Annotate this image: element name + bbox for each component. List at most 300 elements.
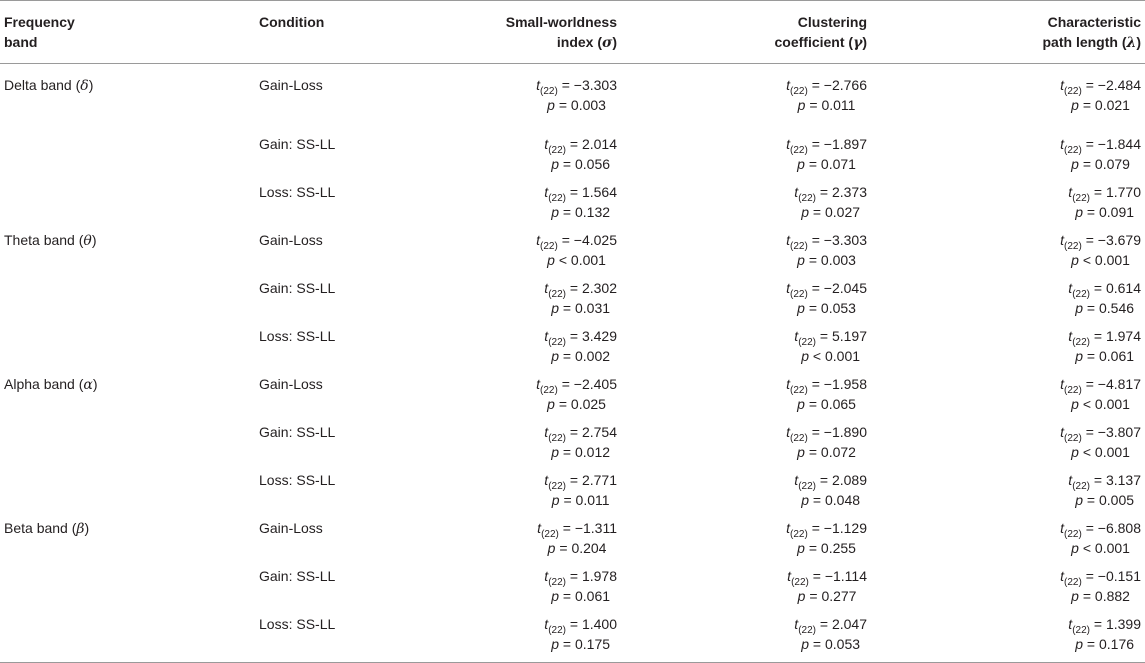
table-row bbox=[0, 470, 1145, 518]
t-label: t bbox=[1060, 520, 1065, 536]
p-statistic bbox=[1068, 202, 1141, 222]
t-statistic bbox=[544, 614, 617, 634]
t-label: t bbox=[786, 376, 791, 392]
degrees-of-freedom: (22) bbox=[798, 625, 816, 636]
t-value: 3.137 bbox=[1105, 472, 1141, 488]
cell-frequency-band bbox=[0, 230, 259, 278]
band-close-paren: ) bbox=[92, 376, 98, 392]
stat-block bbox=[787, 566, 867, 606]
t-equals: = bbox=[1089, 616, 1106, 632]
t-equals: = bbox=[565, 472, 582, 488]
t-equals: = bbox=[807, 424, 824, 440]
t-value: −1.129 bbox=[823, 520, 867, 536]
p-label: p bbox=[551, 348, 560, 364]
degrees-of-freedom: (22) bbox=[1072, 337, 1090, 348]
cell-path-length bbox=[867, 614, 1145, 663]
cell-path-length bbox=[867, 230, 1145, 278]
degrees-of-freedom: (22) bbox=[790, 289, 808, 300]
t-value: 0.614 bbox=[1105, 280, 1141, 296]
p-value: 0.546 bbox=[1099, 300, 1135, 316]
stat-block bbox=[537, 518, 617, 558]
t-value: 2.373 bbox=[831, 184, 867, 200]
degrees-of-freedom: (22) bbox=[1072, 193, 1090, 204]
p-value: 0.012 bbox=[575, 444, 611, 460]
p-operator: < bbox=[1082, 252, 1092, 268]
t-equals: = bbox=[815, 616, 832, 632]
p-label: p bbox=[797, 97, 806, 113]
t-label: t bbox=[1060, 232, 1065, 248]
degrees-of-freedom: (22) bbox=[790, 433, 808, 444]
cell-path-length bbox=[867, 134, 1145, 182]
p-operator: = bbox=[1086, 300, 1096, 316]
p-statistic bbox=[794, 202, 867, 222]
degrees-of-freedom: (22) bbox=[1064, 86, 1082, 97]
t-value: −4.817 bbox=[1097, 376, 1141, 392]
p-operator: = bbox=[1086, 636, 1096, 652]
degrees-of-freedom: (22) bbox=[548, 625, 566, 636]
p-statistic bbox=[544, 202, 617, 222]
t-value: −3.303 bbox=[573, 77, 617, 93]
t-statistic bbox=[1060, 518, 1141, 538]
cell-condition: Loss: SS-LL bbox=[259, 472, 336, 488]
t-value: 1.978 bbox=[581, 568, 617, 584]
cell-clustering-coefficient bbox=[617, 566, 867, 614]
cell-path-length bbox=[867, 64, 1145, 135]
p-statistic bbox=[544, 442, 617, 462]
t-statistic bbox=[544, 134, 617, 154]
degrees-of-freedom: (22) bbox=[790, 385, 808, 396]
band-label: Theta band ( bbox=[4, 232, 84, 248]
t-equals: = bbox=[557, 232, 574, 248]
t-value: 2.047 bbox=[831, 616, 867, 632]
p-value: 0.204 bbox=[571, 540, 607, 556]
stat-block bbox=[786, 374, 867, 414]
t-value: −1.311 bbox=[574, 520, 617, 536]
cell-condition: Gain: SS-LL bbox=[259, 424, 336, 440]
t-value: 2.302 bbox=[581, 280, 617, 296]
t-statistic bbox=[794, 326, 867, 346]
cell-clustering-coefficient bbox=[617, 278, 867, 326]
p-operator: = bbox=[562, 348, 572, 364]
table-row bbox=[0, 278, 1145, 326]
t-value: −6.808 bbox=[1097, 520, 1141, 536]
cell-small-worldness bbox=[444, 614, 617, 663]
p-operator: = bbox=[1082, 156, 1092, 172]
p-statistic bbox=[1068, 490, 1141, 510]
cell-frequency-band bbox=[0, 134, 259, 182]
degrees-of-freedom: (22) bbox=[548, 145, 566, 156]
t-statistic bbox=[1068, 182, 1141, 202]
t-statistic bbox=[786, 230, 867, 250]
band-close-paren: ) bbox=[84, 520, 90, 536]
t-label: t bbox=[544, 472, 549, 488]
p-label: p bbox=[801, 348, 810, 364]
header-pl-line1: Characteristic bbox=[1047, 14, 1141, 30]
header-cc-line1: Clustering bbox=[797, 14, 867, 30]
band-close-paren: ) bbox=[91, 232, 97, 248]
t-equals: = bbox=[815, 184, 832, 200]
cell-frequency-band bbox=[0, 614, 259, 663]
header-cc-symbol: γ bbox=[853, 35, 863, 51]
table-row bbox=[0, 64, 1145, 135]
t-label: t bbox=[1060, 424, 1065, 440]
p-statistic bbox=[544, 586, 617, 606]
header-pl-close: ) bbox=[1136, 34, 1141, 50]
p-operator: < bbox=[1082, 444, 1092, 460]
p-value: 0.065 bbox=[820, 396, 856, 412]
cell-frequency-band bbox=[0, 422, 259, 470]
cell-clustering-coefficient bbox=[617, 64, 867, 135]
p-operator: = bbox=[559, 540, 568, 556]
p-operator: = bbox=[812, 204, 822, 220]
p-operator: < bbox=[812, 348, 822, 364]
stat-block bbox=[1060, 566, 1141, 606]
t-value: −1.890 bbox=[823, 424, 867, 440]
cell-frequency-band bbox=[0, 518, 259, 566]
t-statistic bbox=[786, 278, 867, 298]
stat-block bbox=[1060, 134, 1141, 174]
p-statistic bbox=[544, 490, 617, 510]
p-label: p bbox=[801, 636, 810, 652]
cell-small-worldness bbox=[444, 278, 617, 326]
t-value: 1.400 bbox=[581, 616, 617, 632]
t-equals: = bbox=[807, 77, 824, 93]
p-value: 0.072 bbox=[820, 444, 856, 460]
cell-condition: Loss: SS-LL bbox=[259, 328, 336, 344]
t-statistic bbox=[544, 566, 617, 586]
t-value: −2.766 bbox=[823, 77, 867, 93]
cell-condition: Loss: SS-LL bbox=[259, 184, 336, 200]
t-statistic bbox=[1060, 75, 1141, 95]
p-statistic bbox=[537, 538, 617, 558]
band-symbol: β bbox=[76, 521, 85, 537]
t-value: −0.151 bbox=[1097, 568, 1141, 584]
cell-path-length bbox=[867, 470, 1145, 518]
p-value: 0.003 bbox=[820, 252, 856, 268]
t-value: −3.303 bbox=[823, 232, 867, 248]
t-statistic bbox=[544, 470, 617, 490]
cell-frequency-band bbox=[0, 182, 259, 230]
t-equals: = bbox=[565, 424, 582, 440]
p-label: p bbox=[551, 300, 560, 316]
t-equals: = bbox=[1081, 77, 1098, 93]
p-operator: < bbox=[1082, 540, 1092, 556]
p-operator: < bbox=[1082, 396, 1092, 412]
table-row bbox=[0, 614, 1145, 663]
t-equals: = bbox=[1081, 520, 1098, 536]
p-label: p bbox=[551, 204, 560, 220]
table-row bbox=[0, 566, 1145, 614]
t-label: t bbox=[794, 184, 799, 200]
cell-small-worldness bbox=[444, 326, 617, 374]
t-statistic bbox=[786, 422, 867, 442]
band-label: Alpha band ( bbox=[4, 376, 84, 392]
header-clustering-coefficient bbox=[617, 1, 867, 64]
p-operator: = bbox=[812, 636, 822, 652]
t-label: t bbox=[1068, 616, 1073, 632]
table-row bbox=[0, 422, 1145, 470]
degrees-of-freedom: (22) bbox=[790, 145, 808, 156]
band-label: Beta band ( bbox=[4, 520, 77, 536]
stat-block bbox=[794, 614, 867, 654]
degrees-of-freedom: (22) bbox=[540, 385, 558, 396]
t-equals: = bbox=[565, 136, 582, 152]
t-label: t bbox=[786, 77, 791, 93]
t-label: t bbox=[544, 328, 549, 344]
p-value: 0.003 bbox=[570, 97, 606, 113]
p-statistic bbox=[786, 538, 867, 558]
p-label: p bbox=[1071, 588, 1079, 604]
p-value: 0.001 bbox=[1094, 540, 1130, 556]
t-label: t bbox=[794, 616, 799, 632]
t-value: 5.197 bbox=[831, 328, 867, 344]
p-operator: = bbox=[1082, 97, 1092, 113]
stat-block bbox=[544, 614, 617, 654]
p-statistic bbox=[1060, 154, 1141, 174]
t-label: t bbox=[1068, 184, 1073, 200]
table-header bbox=[0, 1, 1145, 64]
header-frequency-band bbox=[0, 1, 259, 64]
t-value: −1.897 bbox=[823, 136, 867, 152]
p-operator: = bbox=[1082, 588, 1092, 604]
p-operator: = bbox=[808, 300, 818, 316]
stat-block bbox=[544, 278, 617, 318]
cell-clustering-coefficient bbox=[617, 614, 867, 663]
stat-block bbox=[536, 75, 617, 115]
p-value: 0.005 bbox=[1099, 492, 1135, 508]
t-statistic bbox=[787, 566, 867, 586]
t-label: t bbox=[1068, 328, 1073, 344]
p-label: p bbox=[551, 156, 560, 172]
t-label: t bbox=[786, 280, 791, 296]
degrees-of-freedom: (22) bbox=[548, 289, 566, 300]
cell-small-worldness bbox=[444, 134, 617, 182]
stat-block bbox=[536, 230, 617, 270]
cell-path-length bbox=[867, 326, 1145, 374]
t-statistic bbox=[794, 182, 867, 202]
band-close-paren: ) bbox=[88, 77, 94, 93]
header-cc-text: coefficient ( bbox=[774, 34, 854, 50]
t-label: t bbox=[537, 520, 542, 536]
p-statistic bbox=[794, 634, 867, 654]
p-label: p bbox=[1071, 540, 1079, 556]
cell-condition: Gain-Loss bbox=[259, 376, 323, 392]
p-statistic bbox=[1060, 394, 1141, 414]
degrees-of-freedom: (22) bbox=[548, 481, 566, 492]
p-value: 0.061 bbox=[575, 588, 611, 604]
cell-frequency-band bbox=[0, 374, 259, 422]
cell-path-length bbox=[867, 278, 1145, 326]
t-statistic bbox=[537, 518, 617, 538]
t-equals: = bbox=[815, 472, 832, 488]
degrees-of-freedom: (22) bbox=[790, 529, 808, 540]
t-value: −1.844 bbox=[1097, 136, 1141, 152]
cell-small-worldness bbox=[444, 518, 617, 566]
cell-small-worldness bbox=[444, 566, 617, 614]
t-label: t bbox=[544, 136, 549, 152]
stat-block bbox=[1068, 278, 1141, 318]
t-equals: = bbox=[565, 184, 582, 200]
cell-frequency-band bbox=[0, 566, 259, 614]
p-statistic bbox=[536, 95, 617, 115]
t-label: t bbox=[1068, 280, 1073, 296]
p-value: 0.056 bbox=[575, 156, 611, 172]
t-label: t bbox=[544, 616, 549, 632]
p-label: p bbox=[551, 492, 560, 508]
p-label: p bbox=[551, 444, 560, 460]
cell-path-length bbox=[867, 374, 1145, 422]
cell-path-length bbox=[867, 518, 1145, 566]
header-characteristic-path-length bbox=[867, 1, 1145, 64]
t-label: t bbox=[786, 520, 791, 536]
p-statistic bbox=[544, 298, 617, 318]
p-statistic bbox=[786, 154, 867, 174]
t-statistic bbox=[536, 374, 617, 394]
degrees-of-freedom: (22) bbox=[1064, 385, 1082, 396]
cell-frequency-band bbox=[0, 278, 259, 326]
cell-path-length bbox=[867, 182, 1145, 230]
p-operator: = bbox=[808, 252, 818, 268]
t-value: 1.770 bbox=[1105, 184, 1141, 200]
stat-block bbox=[786, 278, 867, 318]
t-equals: = bbox=[1081, 136, 1098, 152]
t-statistic bbox=[786, 374, 867, 394]
cell-clustering-coefficient bbox=[617, 470, 867, 518]
cell-small-worldness bbox=[444, 230, 617, 278]
t-label: t bbox=[1060, 136, 1065, 152]
p-label: p bbox=[547, 252, 555, 268]
p-label: p bbox=[797, 396, 805, 412]
t-statistic bbox=[544, 278, 617, 298]
p-operator: = bbox=[1086, 204, 1096, 220]
degrees-of-freedom: (22) bbox=[541, 529, 559, 540]
p-value: 0.071 bbox=[820, 156, 856, 172]
header-sw-line1: Small-worldness bbox=[505, 14, 617, 30]
header-sw-symbol: σ bbox=[602, 35, 613, 51]
p-value: 0.025 bbox=[570, 396, 606, 412]
header-sw-text: index ( bbox=[556, 34, 602, 50]
p-operator: = bbox=[562, 300, 572, 316]
stat-block bbox=[794, 470, 867, 510]
table-body bbox=[0, 64, 1145, 663]
t-label: t bbox=[544, 424, 549, 440]
t-equals: = bbox=[1089, 328, 1106, 344]
t-label: t bbox=[544, 184, 549, 200]
t-statistic bbox=[786, 75, 867, 95]
p-statistic bbox=[1060, 250, 1141, 270]
p-statistic bbox=[536, 394, 617, 414]
p-operator: = bbox=[563, 492, 572, 508]
p-label: p bbox=[551, 636, 560, 652]
p-label: p bbox=[1071, 97, 1079, 113]
p-label: p bbox=[1071, 444, 1079, 460]
band-symbol: δ bbox=[80, 78, 89, 94]
p-statistic bbox=[1060, 538, 1141, 558]
p-value: 0.132 bbox=[575, 204, 611, 220]
p-value: 0.001 bbox=[1094, 444, 1130, 460]
t-label: t bbox=[786, 232, 791, 248]
t-statistic bbox=[1060, 374, 1141, 394]
stat-block bbox=[544, 134, 617, 174]
t-value: 2.089 bbox=[831, 472, 867, 488]
t-equals: = bbox=[807, 136, 824, 152]
p-operator: = bbox=[558, 97, 568, 113]
p-operator: = bbox=[808, 156, 818, 172]
cell-clustering-coefficient bbox=[617, 182, 867, 230]
t-statistic bbox=[544, 422, 617, 442]
t-value: −2.045 bbox=[823, 280, 867, 296]
p-operator: = bbox=[562, 636, 572, 652]
t-equals: = bbox=[1081, 232, 1098, 248]
p-value: 0.021 bbox=[1094, 97, 1130, 113]
t-equals: = bbox=[807, 376, 824, 392]
p-statistic bbox=[787, 586, 867, 606]
p-value: 0.001 bbox=[570, 252, 606, 268]
header-condition: Condition bbox=[259, 14, 325, 30]
header-pl-symbol: λ bbox=[1126, 35, 1137, 51]
t-value: 2.754 bbox=[581, 424, 617, 440]
t-statistic bbox=[1060, 566, 1141, 586]
header-small-worldness bbox=[444, 1, 617, 64]
t-equals: = bbox=[565, 328, 582, 344]
t-label: t bbox=[794, 472, 799, 488]
table-row bbox=[0, 230, 1145, 278]
t-statistic bbox=[1060, 134, 1141, 154]
stat-block bbox=[544, 422, 617, 462]
t-statistic bbox=[536, 230, 617, 250]
p-label: p bbox=[1075, 300, 1084, 316]
t-statistic bbox=[794, 614, 867, 634]
stat-block bbox=[536, 374, 617, 414]
band-label: Delta band ( bbox=[4, 77, 81, 93]
cell-clustering-coefficient bbox=[617, 134, 867, 182]
cell-small-worldness bbox=[444, 182, 617, 230]
p-value: 0.031 bbox=[575, 300, 611, 316]
t-equals: = bbox=[1089, 472, 1106, 488]
degrees-of-freedom: (22) bbox=[1064, 577, 1082, 588]
t-statistic bbox=[1068, 614, 1141, 634]
t-value: −4.025 bbox=[573, 232, 617, 248]
t-label: t bbox=[1060, 77, 1065, 93]
t-label: t bbox=[786, 136, 791, 152]
header-pl-line2 bbox=[867, 32, 1141, 53]
degrees-of-freedom: (22) bbox=[548, 337, 566, 348]
p-operator: = bbox=[558, 396, 568, 412]
p-statistic bbox=[786, 250, 867, 270]
degrees-of-freedom: (22) bbox=[790, 241, 808, 252]
band-symbol: α bbox=[83, 377, 93, 393]
stat-block bbox=[1060, 230, 1141, 270]
p-operator: = bbox=[809, 588, 818, 604]
t-label: t bbox=[1068, 472, 1073, 488]
t-statistic bbox=[794, 470, 867, 490]
t-statistic bbox=[786, 134, 867, 154]
t-label: t bbox=[544, 568, 549, 584]
p-value: 0.079 bbox=[1094, 156, 1130, 172]
stat-block bbox=[1060, 422, 1141, 462]
degrees-of-freedom: (22) bbox=[798, 481, 816, 492]
t-value: 3.429 bbox=[581, 328, 617, 344]
t-label: t bbox=[794, 328, 799, 344]
stat-block bbox=[1060, 75, 1141, 115]
cell-frequency-band bbox=[0, 326, 259, 374]
cell-condition: Gain-Loss bbox=[259, 520, 323, 536]
stat-block bbox=[794, 326, 867, 366]
p-value: 0.882 bbox=[1094, 588, 1130, 604]
t-value: −3.679 bbox=[1097, 232, 1141, 248]
t-label: t bbox=[787, 568, 792, 584]
p-label: p bbox=[1071, 252, 1079, 268]
